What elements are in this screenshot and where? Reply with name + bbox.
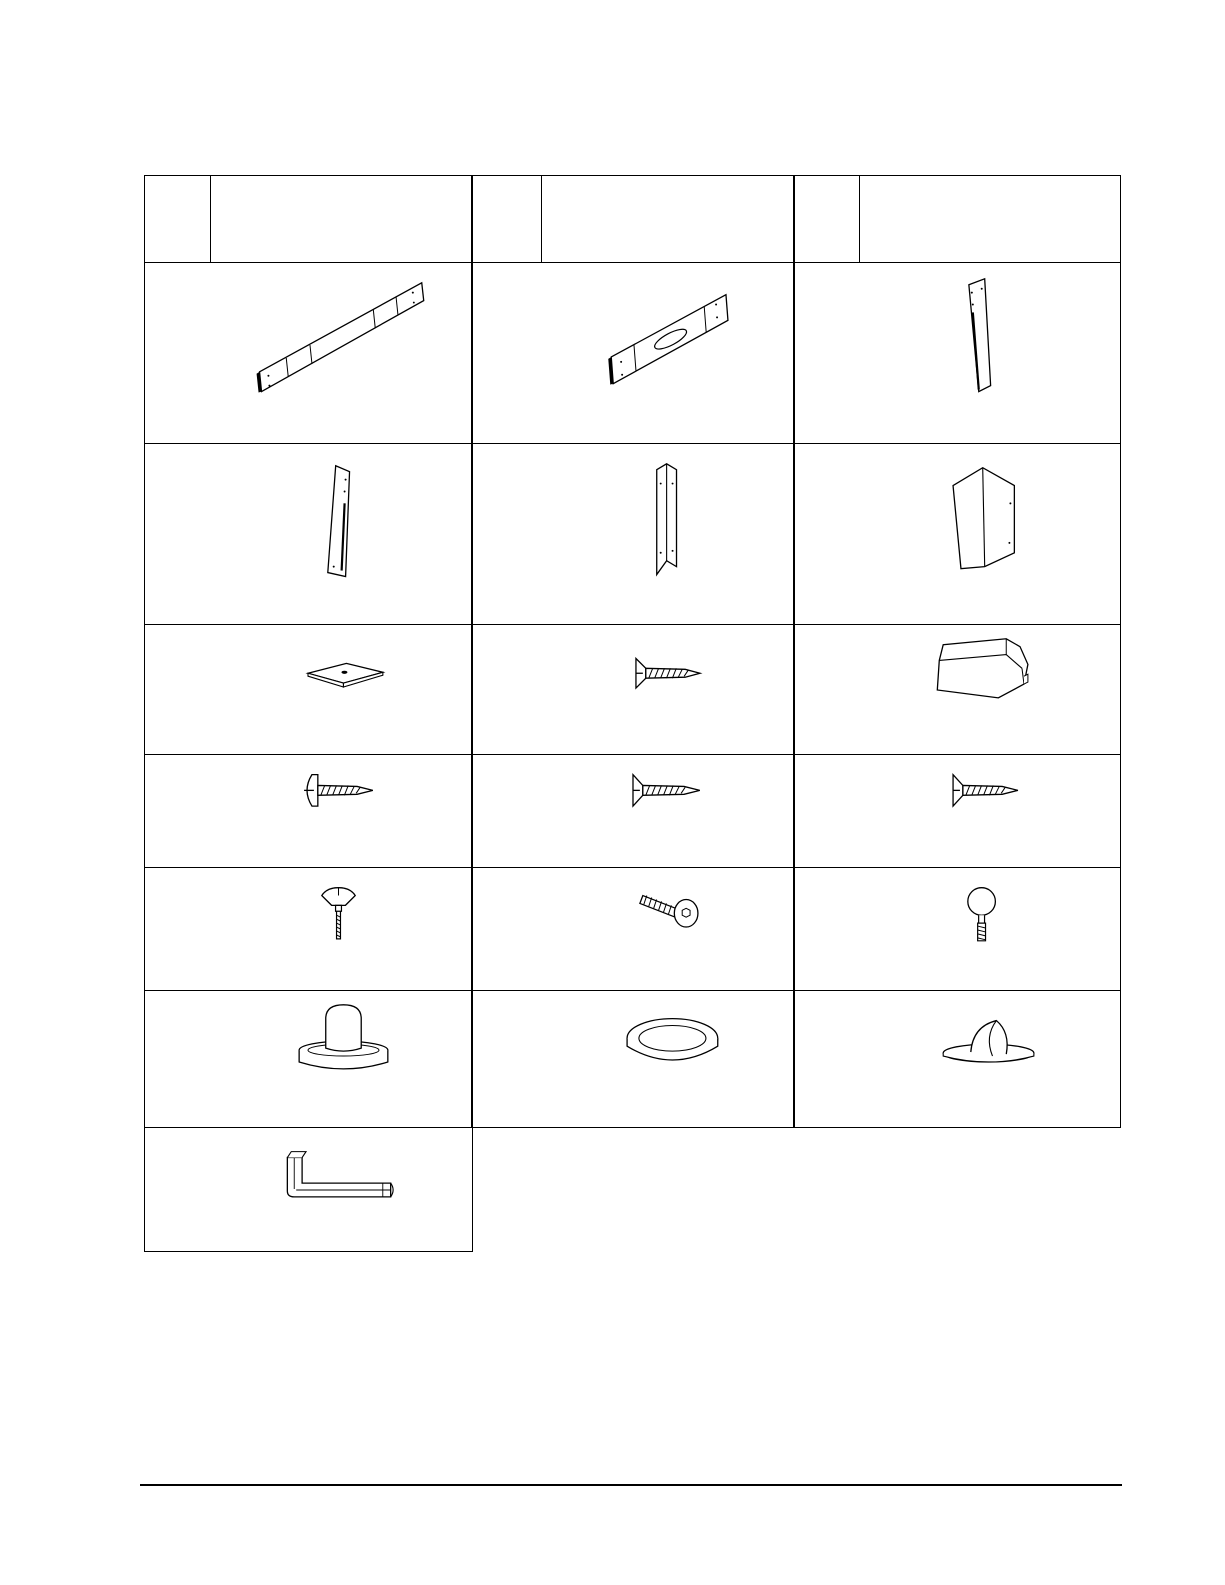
puck-icon <box>794 991 1120 1127</box>
ball-knob-screw-icon <box>794 868 1120 990</box>
header-number-column-1 <box>145 176 211 262</box>
part-cell-3 <box>793 262 1121 444</box>
ring-washer-icon <box>472 991 794 1127</box>
part-cell-16 <box>144 990 473 1128</box>
part-cell-1 <box>144 262 473 444</box>
header-cell-2 <box>471 175 795 263</box>
part-cell-8 <box>471 624 795 755</box>
part-cell-15 <box>793 867 1121 991</box>
header-number-column-3 <box>794 176 860 262</box>
corner-block-icon <box>794 625 1120 754</box>
hex-socket-bolt-icon <box>472 868 794 990</box>
leg-panel-right-icon <box>794 263 1120 443</box>
corner-bracket-icon <box>794 444 1120 624</box>
part-cell-12 <box>793 754 1121 868</box>
part-cell-11 <box>471 754 795 868</box>
part-cell-18 <box>793 990 1121 1128</box>
part-cell-5 <box>471 443 795 625</box>
flat-head-screw-icon <box>472 625 794 754</box>
flat-head-screw-icon <box>472 755 794 867</box>
part-cell-6 <box>793 443 1121 625</box>
small-flat-head-screw-icon <box>794 755 1120 867</box>
part-cell-10 <box>144 754 473 868</box>
long-rail-icon <box>145 263 472 443</box>
angle-brace-icon <box>472 444 794 624</box>
striker-icon <box>145 991 472 1127</box>
part-cell-2 <box>471 262 795 444</box>
header-cell-1 <box>144 175 473 263</box>
part-cell-4 <box>144 443 473 625</box>
part-cell-14 <box>471 867 795 991</box>
square-plate-icon <box>145 625 472 754</box>
handle-rail-icon <box>472 263 794 443</box>
allen-key-icon <box>145 1128 472 1251</box>
part-cell-13 <box>144 867 473 991</box>
round-head-screw-icon <box>145 755 472 867</box>
header-cell-3 <box>793 175 1121 263</box>
part-cell-17 <box>471 990 795 1128</box>
part-cell-19 <box>144 1127 473 1252</box>
part-cell-7 <box>144 624 473 755</box>
header-number-column-2 <box>472 176 542 262</box>
footer-rule <box>140 1484 1122 1486</box>
leg-panel-left-icon <box>145 444 472 624</box>
leveling-foot-icon <box>145 868 472 990</box>
part-cell-9 <box>793 624 1121 755</box>
